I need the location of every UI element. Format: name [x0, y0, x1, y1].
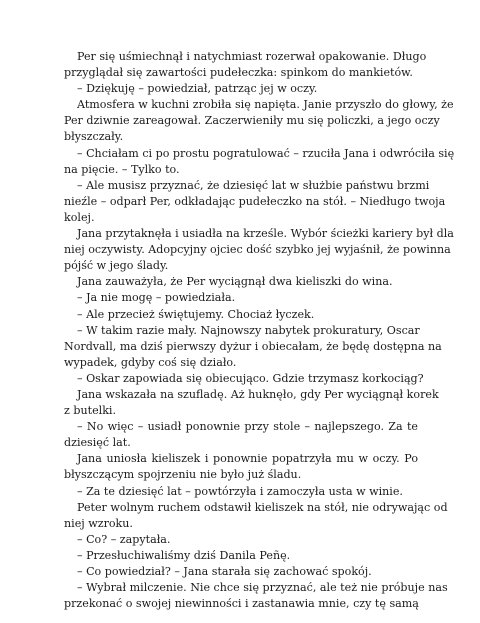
text-line: – Chciałam ci po prostu pogratulować – rzuciła Jana i odwróciła się	[77, 146, 455, 160]
text-line: – Oskar zapowiada się obiecująco. Gdzie trzymasz korkociąg?	[77, 371, 424, 385]
text-line: Jana przytaknęła i usiadła na krześle. Wybór ścieżki kariery był dla	[77, 227, 454, 241]
text-line: – Ja nie mogę – powiedziała.	[77, 291, 236, 305]
text-line: niej oczywisty. Adopcyjny ojciec dość szybko jej wyjaśnił, że powinna	[64, 243, 451, 257]
text-line: Jana uniosła kieliszek i ponownie popatrzyła mu w oczy. Po	[77, 452, 418, 466]
body-text	[64, 49, 455, 612]
text-line: pójść w jego ślady.	[64, 259, 169, 273]
text-line: wypadek, gdyby coś się działo.	[64, 355, 237, 369]
text-line: na pięcie. – Tylko to.	[64, 162, 180, 176]
text-line: – Dziękuję – powiedział, patrząc jej w oczy.	[77, 82, 318, 96]
text-line: – Przesłuchiwaliśmy dziś Danila Peñę.	[77, 548, 291, 562]
text-line: – Wybrał milczenie. Nie chce się przyznać, ale też nie próbuje nas	[77, 581, 448, 595]
text-line: niej wzroku.	[64, 516, 133, 530]
text-line: nieźle – odparł Per, odkładając pudełeczko na stół. – Niedługo twoja	[64, 194, 446, 208]
text-line: Nordvall, ma dziś pierwszy dyżur i obiecałam, że będę dostępna na	[64, 339, 442, 353]
text-line: Atmosfera w kuchni zrobiła się napięta. Janie przyszło do głowy, że	[77, 98, 454, 112]
text-line: przyglądał się zawartości pudełeczka: spinkom do mankietów.	[64, 66, 413, 80]
text-line: Peter wolnym ruchem odstawił kieliszek na stół, nie odrywając od	[77, 500, 448, 514]
text-line: kolej.	[64, 210, 95, 224]
text-line: z butelki.	[64, 404, 116, 418]
text-line: Jana zauważyła, że Per wyciągnął dwa kieliszki do wina.	[77, 275, 393, 289]
text-line: błyszczącym spojrzeniu nie było już śladu.	[64, 468, 302, 482]
text-line: dziesięć lat.	[64, 436, 131, 450]
text-line: Per się uśmiechnął i natychmiast rozerwał opakowanie. Długo	[77, 50, 427, 63]
text-line: – Co? – zapytała.	[77, 532, 171, 546]
text-line: Per dziwnie zareagował. Zaczerwieniły mu się policzki, a jego oczy	[64, 114, 440, 128]
text-line: przekonać o swojej niewinności i zastanawia mnie, czy tę samą	[64, 597, 419, 611]
text-line: – Co powiedział? – Jana starała się zachować spokój.	[77, 565, 372, 578]
text-line: – No więc – usiadł ponownie przy stole – najlepszego. Za te	[77, 420, 418, 434]
text-line: – Ale musisz przyznać, że dziesięć lat w służbie państwu brzmi	[77, 178, 430, 192]
text-line: błyszczały.	[64, 130, 124, 144]
text-line: Jana wskazała na szufladę. Aż huknęło, gdy Per wyciągnął korek	[77, 387, 439, 401]
text-line: – W takim razie mały. Najnowszy nabytek prokuratury, Oscar	[77, 323, 420, 337]
text-line: – Za te dziesięć lat – powtórzyła i zamoczyła usta w winie.	[77, 484, 403, 498]
text-line: – Ale przecież świętujemy. Chociaż łyczek.	[77, 307, 315, 321]
